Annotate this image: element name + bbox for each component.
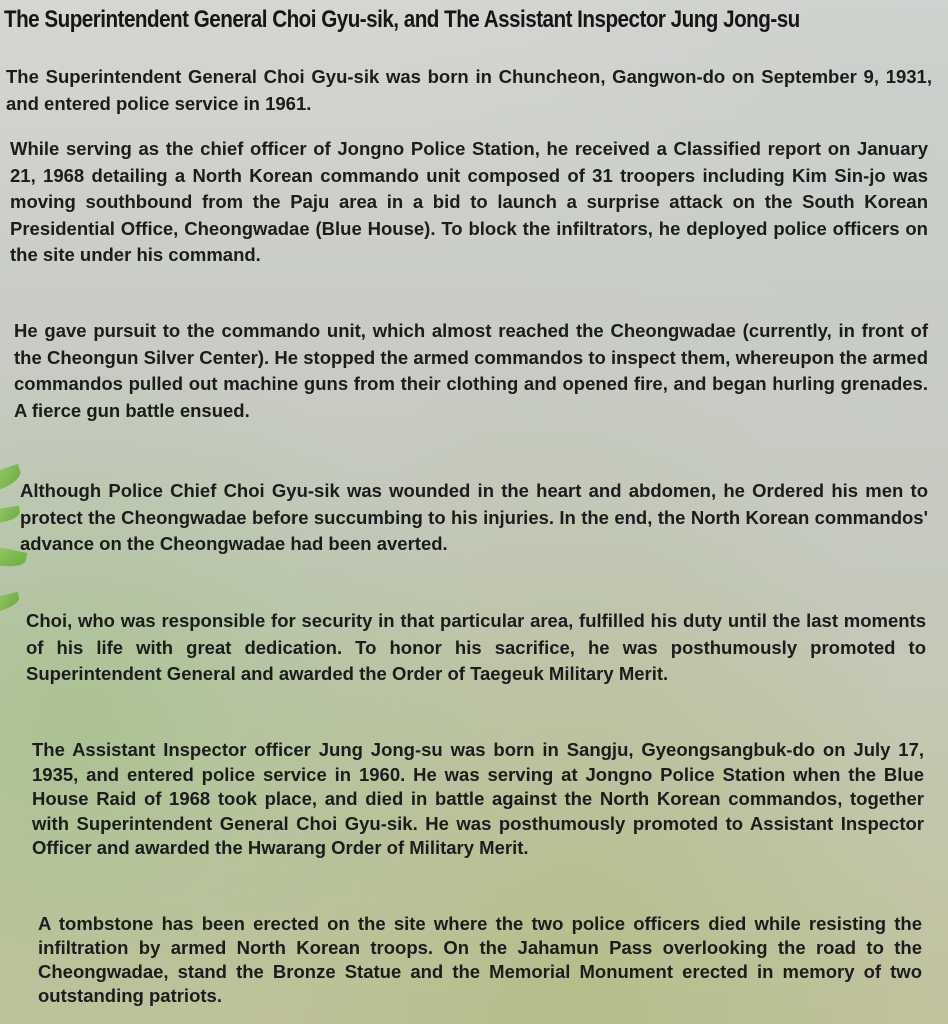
leaf-decoration <box>0 506 21 525</box>
paragraph-dedication: Choi, who was responsible for security in that particular area, fulfilled his duty until the last moments of his life with great dedication. To honor his sacrifice, he was posthumously promoted to Superintendent General and awarded the Order of Taegeuk Military Merit. <box>26 610 926 684</box>
leaf-decoration <box>0 592 21 615</box>
paragraph-wounded: Although Police Chief Choi Gyu-sik was wounded in the heart and abdomen, he Ordered his men to protect the Cheongwadae before succumbing to his injuries. In the end, the North Korean commandos' advance on the Cheongwadae had been averted. <box>20 480 928 554</box>
paragraph-classified-report: While serving as the chief officer of Jongno Police Station, he received a Classified report on January 21, 1968 detailing a North Korean commando unit composed of 31 troopers including Kim Sin-jo was moving southbound from the Paju area in a bid to launch a surprise attack on the South Korean Presidential Office, Cheongwadae (Blue House). To block the infiltrators, he deployed police officers on the site under his command. <box>10 138 928 265</box>
plaque-title: The Superintendent General Choi Gyu-sik, and The Assistant Inspector Jung Jong-su <box>4 6 800 33</box>
paragraph-birth-choi: The Superintendent General Choi Gyu-sik was born in Chuncheon, Gangwon-do on September 9, 1931, and entered police service in 1961. <box>6 66 932 114</box>
paragraph-jung-jong-su: The Assistant Inspector officer Jung Jong-su was born in Sangju, Gyeongsangbuk-do on July 17, 1935, and entered police service in 1960. He was serving at Jongno Police Station when the Blue House Raid of 1968 took place, and died in battle against the North Korean commandos, together with Superintendent General Choi Gyu-sik. He was posthumously promoted to Assistant Inspector Officer and awarded the Hwarang Order of Military Merit. <box>32 739 924 858</box>
paragraph-pursuit: He gave pursuit to the commando unit, which almost reached the Cheongwadae (currently, in front of the Cheongun Silver Center). He stopped the armed commandos to inspect them, whereupon the armed commandos pulled out machine guns from their clothing and opened fire, and began hurling grenades. A fierce gun battle ensued. <box>14 320 928 421</box>
paragraph-tombstone: A tombstone has been erected on the site where the two police officers died while resisting the infiltration by armed North Korean troops. On the Jahamun Pass overlooking the road to the Cheongwadae, stand the Bronze Statue and the Memorial Monument erected in memory of two outstanding patriots. <box>38 913 922 1006</box>
